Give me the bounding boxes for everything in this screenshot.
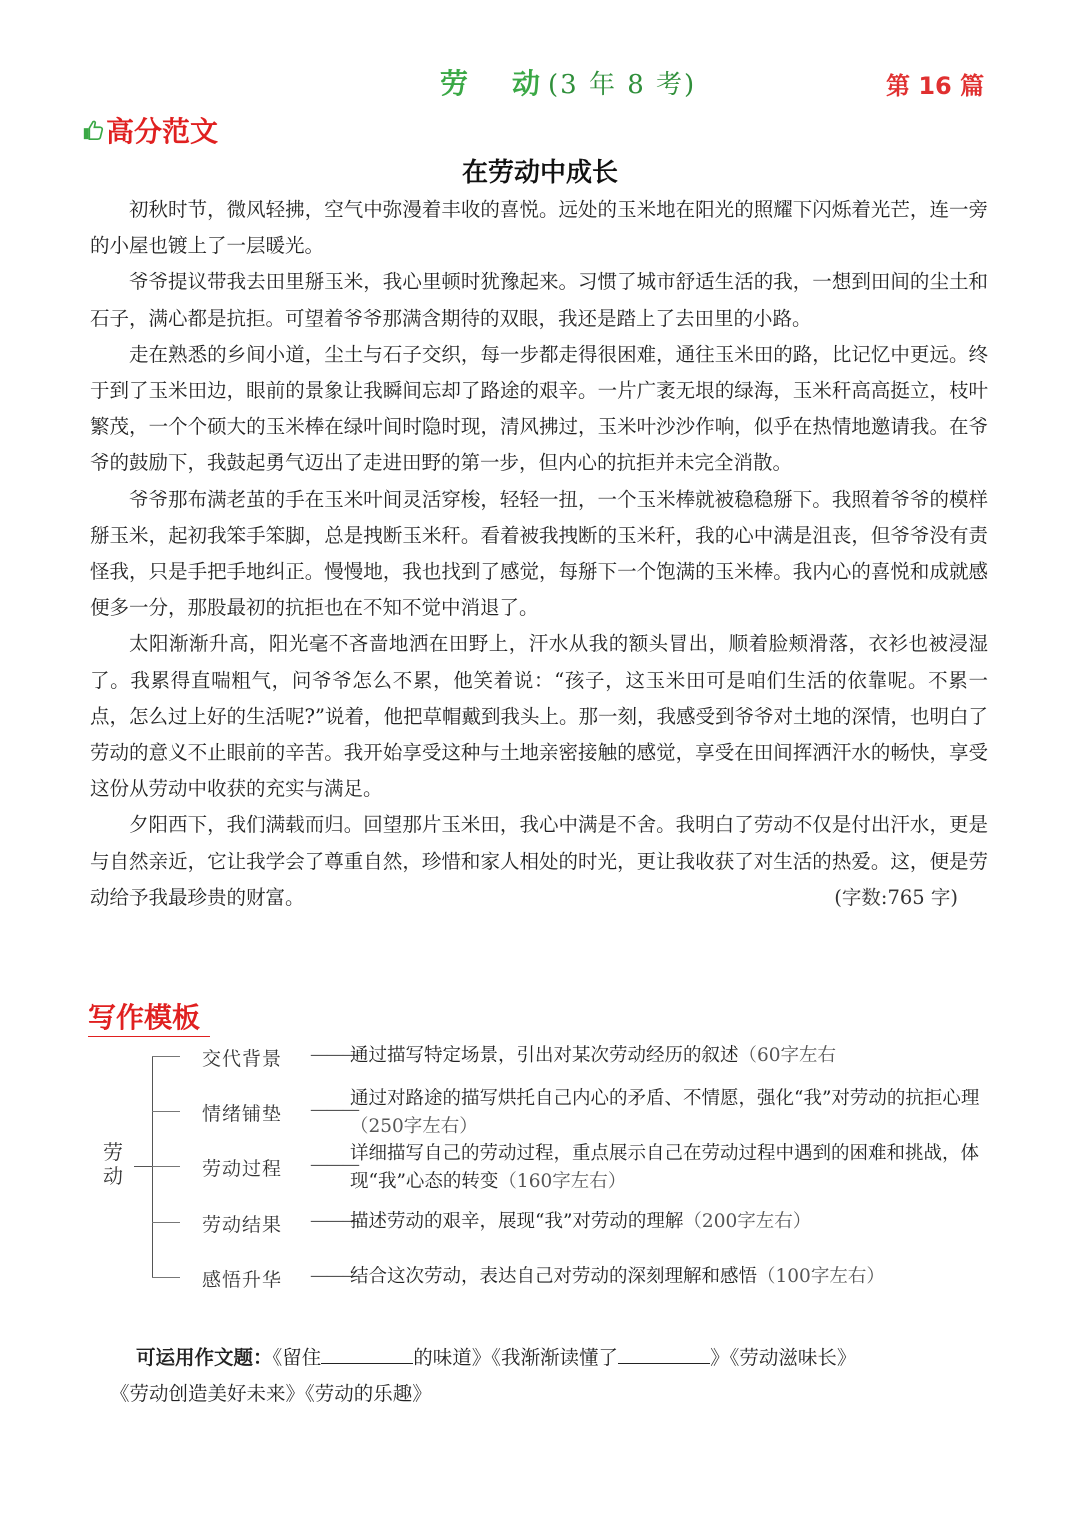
title-main: 劳 动 [440, 67, 549, 100]
tree-branch [152, 1277, 180, 1278]
topic-1-pre: 《留住 [272, 1346, 322, 1369]
section-heading-model-essay [82, 110, 218, 150]
tree-dash: ——— [310, 1099, 358, 1120]
topics-label: 可运用作文题： [136, 1346, 273, 1369]
document-title [440, 62, 696, 102]
topic-2-post: 》 [710, 1346, 730, 1369]
tree-desc-text: 通过对路途的描写烘托自己内心的矛盾、不情愿，强化“我”对劳动的抗拒心理 [350, 1088, 980, 1109]
tree-desc [350, 1263, 990, 1291]
tree-desc-text: 详细描写自己的劳动过程，重点展示自己在劳动过程中遇到的困难和挑战，体现“我”心态的转变 [350, 1143, 980, 1192]
essay-paragraph-last [90, 807, 988, 916]
section-heading-template: 写作模板 [88, 996, 210, 1037]
word-count: (字数:765 字) [834, 885, 958, 909]
topic-3: 《劳动滋味长》 [729, 1346, 857, 1369]
chapter-number: 第 16 篇 [886, 72, 985, 100]
title-subtitle: (3 年 8 考) [548, 70, 697, 100]
tree-dash: ——— [310, 1265, 358, 1286]
tree-branch [152, 1222, 180, 1223]
tree-dash: ——— [310, 1044, 358, 1065]
topic-2-pre: 《我渐渐读懂了 [491, 1346, 619, 1369]
tree-desc-text: 结合这次劳动，表达自己对劳动的深刻理解和感悟 [350, 1266, 758, 1287]
tree-desc [350, 1042, 990, 1070]
topic-4: 《劳动创造美好未来》 [110, 1382, 306, 1405]
tree-desc-note: （100字左右） [757, 1266, 885, 1287]
essay-paragraph: 爷爷提议带我去田里掰玉米，我心里顿时犹豫起来。习惯了城市舒适生活的我，一想到田间的尘土和石子，满心都是抗拒。可望着爷爷那满含期待的双眼，我还是踏上了去田里的小路。 [90, 270, 988, 330]
tree-desc-note: （160字左右） [498, 1171, 627, 1192]
essay-paragraph-text: 夕阳西下，我们满载而归。回望那片玉米田，我心中满是不舍。我明白了劳动不仅是付出汗水，更是与自然亲近，它让我学会了尊重自然，珍惜和家人相处的时光，更让我收获了对生活的热爱。这，便是劳动给予我最珍贵的财富。 [90, 813, 988, 909]
essay-body [90, 192, 988, 916]
essay-paragraph: 初秋时节，微风轻拂，空气中弥漫着丰收的喜悦。远处的玉米地在阳光的照耀下闪烁着光芒，连一旁的小屋也镀上了一层暖光。 [90, 198, 988, 258]
tree-branch [152, 1056, 180, 1057]
essay-paragraph: 走在熟悉的乡间小道，尘土与石子交织，每一步都走得很困难，通往玉米田的路，比记忆中更远。终于到了玉米田边，眼前的景象让我瞬间忘却了路途的艰辛。一片广袤无垠的绿海，玉米秆高高挺立，枝叶繁茂，一个个硕大的玉米棒在绿叶间时隐时现，清风拂过，玉米叶沙沙作响，似乎在热情地邀请我。在爷爷的鼓励下，我鼓起勇气迈出了走进田野的第一步，但内心的抗拒并未完全消散。 [90, 342, 988, 475]
thumbs-up-icon [82, 119, 104, 141]
tree-dash: ——— [310, 1210, 358, 1231]
tree-node: 劳动结果 [202, 1214, 283, 1236]
tree-node: 劳动过程 [202, 1158, 283, 1180]
section-heading-text: 高分范文 [106, 115, 219, 148]
topic-5: 《劳动的乐趣》 [305, 1382, 432, 1405]
tree-node: 情绪铺垫 [202, 1103, 283, 1125]
tree-desc-note: （200字左右） [683, 1211, 812, 1232]
tree-trunk [152, 1056, 153, 1278]
tree-node: 交代背景 [202, 1048, 283, 1070]
tree-dash: ——— [310, 1154, 358, 1175]
tree-branch [152, 1166, 180, 1167]
fill-blank [618, 1343, 710, 1364]
tree-desc [350, 1140, 990, 1196]
tree-branch [152, 1111, 180, 1112]
tree-desc-note: （250字左右） [350, 1116, 478, 1137]
tree-root-label: 劳 动 [103, 1140, 123, 1188]
topic-1-post: 的味道》 [413, 1346, 492, 1369]
tree-node: 感悟升华 [202, 1269, 283, 1291]
tree-desc [350, 1208, 990, 1236]
tree-desc [350, 1085, 990, 1141]
essay-paragraph: 太阳渐渐升高，阳光毫不吝啬地洒在田野上，汗水从我的额头冒出，顺着脸颊滑落，衣衫也被浸湿了。我累得直喘粗气，问爷爷怎么不累，他笑着说：“孩子，这玉米田可是咱们生活的依靠呢。不累一点，怎么过上好的生活呢?”说着，他把草帽戴到我头上。那一刻，我感受到爷爷对土地的深情，也明白了劳动的意义不止眼前的辛苦。我开始享受这种与土地亲密接触的感觉，享受在田间挥洒汗水的畅快，享受这份从劳动中收获的充实与满足。 [90, 632, 988, 801]
tree-root-connector [134, 1166, 152, 1167]
essay-title: 在劳动中成长 [461, 158, 618, 188]
tree-desc-note: （60字左右 [738, 1045, 837, 1066]
tree-desc-text: 描述劳动的艰辛，展现“我”对劳动的理解 [350, 1211, 684, 1232]
tree-desc-text: 通过描写特定场景，引出对某次劳动经历的叙述 [350, 1045, 739, 1066]
essay-paragraph: 爷爷那布满老茧的手在玉米叶间灵活穿梭，轻轻一扭，一个玉米棒就被稳稳掰下。我照着爷爷的模样掰玉米，起初我笨手笨脚，总是拽断玉米秆。看着被我拽断的玉米秆，我的心中满是沮丧，但爷爷没有责怪我，只是手把手地纠正。慢慢地，我也找到了感觉，每掰下一个饱满的玉米棒。我内心的喜悦和成就感便多一分，那股最初的抗拒也在不知不觉中消退了。 [90, 487, 988, 620]
applicable-topics [110, 1340, 990, 1412]
fill-blank [321, 1343, 413, 1364]
